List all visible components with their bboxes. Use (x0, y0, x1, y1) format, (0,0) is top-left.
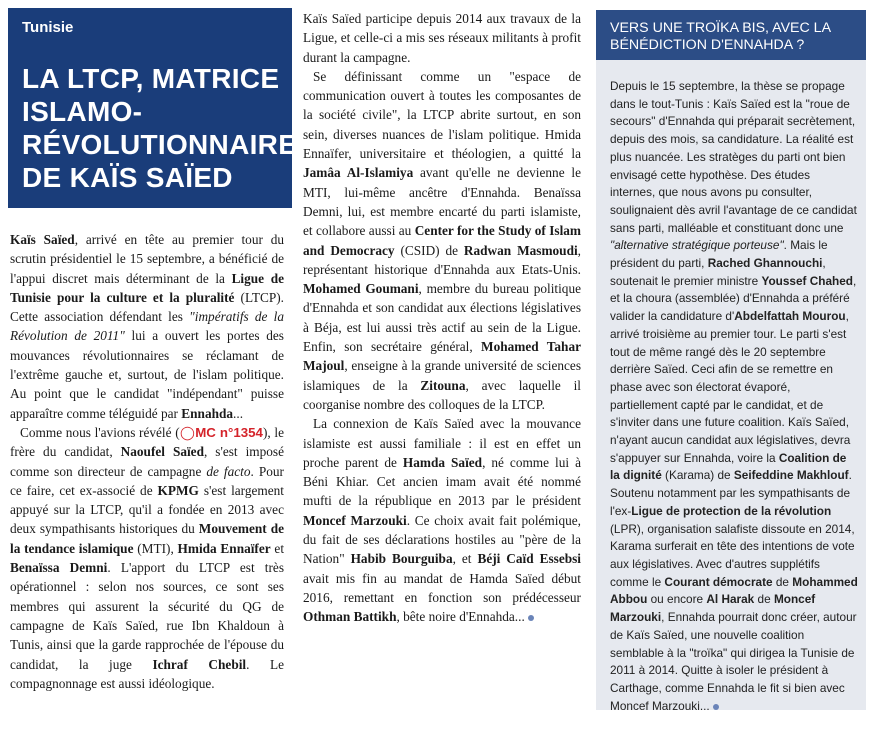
person-name: Seifeddine Makhlouf (733, 468, 849, 483)
person-name: Youssef Chahed (761, 273, 854, 288)
person-name: Moncef Marzouki (303, 512, 407, 528)
text-run: de (772, 574, 793, 589)
italic-term: de facto (206, 463, 251, 479)
person-name: Hmida Ennaïfer (177, 540, 271, 556)
text-run: (LTCP). Cette association défendant les (10, 289, 284, 325)
text-run: Depuis le 15 septembre, la thèse se propage dans le tout-Tunis : Kaïs Saïed est la "roue de secours" d'Ennahda qui préparait secrètement, depuis des mois, sa candidature. La réalité est plus nuancée. Les stratèges du parti ont bien envisagé cette hypothèse. Des études internes, que nous avons pu consulter, soulignaient dès avril l'avantage de ce candidat sans parti, malléable et constituant donc une (610, 79, 857, 235)
text-run: . Soutenu notamment par les sympathisants de l'ex- (610, 468, 852, 518)
org-name: Ennahda (181, 405, 234, 421)
text-run: La connexion de Kaïs Saïed avec la mouvance islamiste est aussi familiale : il est en effet un proche parent de (303, 416, 581, 470)
person-name: Benaïssa Demni (10, 560, 108, 576)
text-run: ... (233, 405, 244, 421)
text-run: , bête noire d'Ennahda... (396, 609, 525, 625)
end-mark-icon (713, 704, 719, 710)
text-run: Se définissant comme un "espace de communication ouvert à toutes les composantes de la société civile", la LTCP abrite surtout, en son sein, diverses nuances de l'islam politique. Hmida Ennaïfer, universitaire et théologien, a quitté la (303, 68, 581, 162)
text-run: , et la choura (assemblée) d'Ennahda a préféré valider la candidature d' (610, 273, 857, 324)
text-run: . Pour ce faire, cet ex-associé de (10, 463, 284, 498)
org-name: Ligue de Tunisie pour la culture et la pluralité (10, 270, 284, 305)
text-run: (CSID) de (394, 242, 464, 258)
person-name: Kaïs Saïed (10, 232, 75, 247)
org-name: Ligue de protection de la révolution (631, 503, 832, 518)
org-name: Zitouna (420, 377, 466, 393)
paragraph (303, 67, 581, 414)
end-mark-icon (528, 615, 534, 621)
paragraph (303, 414, 581, 626)
org-name: Courant démocrate (664, 574, 773, 589)
text-run: . Le compagnonnage est aussi idéologique. (10, 656, 284, 691)
text-run: (MTI), (133, 540, 178, 556)
person-name: Ichraf Chebil (152, 656, 247, 672)
text-run: , arrivé en tête au premier tour du scrutin présidentiel le 15 septembre, a bénéficié de l'appui discret mais déterminant de la (10, 232, 284, 286)
issue-reference-link[interactable] (180, 425, 263, 440)
text-run: avant qu'elle ne devienne le MTI, lui-même ancêtre d'Ennahda. Benaïssa Demni, lui, est membre encarté du parti islamiste, et collabore aussi au (303, 165, 581, 239)
text-run: , né comme lui à Béni Khiar. Cet ancien imam avait été nommé mufti de la république en 2013 par le président (303, 454, 581, 509)
person-name: Mohamed Goumani (303, 281, 419, 297)
text-run: et (270, 540, 285, 556)
person-name: Othman Battikh (303, 609, 397, 625)
issue-reference-text: MC n°1354 (195, 424, 263, 440)
quote-italic: "alternative stratégique porteuse" (610, 238, 784, 253)
person-name: Hamda Saïed (402, 454, 483, 470)
person-name: Abdelfattah Mourou (734, 309, 846, 324)
person-name: Habib Bourguiba (350, 551, 453, 567)
person-name: Mohamed Tahar Majoul (303, 339, 581, 374)
person-name: Béji Caïd Essebsi (477, 551, 581, 567)
sidebar-paragraph (610, 78, 858, 715)
text-run: (LPR), organisation salafiste dissoute en 2014, Karama surferait en tête des intentions de vote aux législatives. Avec d'autres supplétifs comme le (610, 521, 855, 589)
text-run: . Ce choix avait fait polémique, du fait de ses déclarations hostiles au "père de la Nation" (303, 512, 581, 567)
org-name: KPMG (157, 482, 199, 498)
sidebar-header (596, 10, 866, 60)
text-run: . Mais le président du parti, (610, 238, 828, 271)
text-run: , s'est imposé comme son directeur de campagne (10, 444, 284, 479)
text-run: de (754, 592, 774, 607)
headline-block (8, 8, 298, 208)
article-headline: LA LTCP, MATRICE ISLAMO-RÉVOLUTIONNAIRE DE KAÏS SAÏED (22, 63, 298, 193)
text-run: , soutenait le premier ministre (610, 256, 826, 288)
paragraph: Kaïs Saïed participe depuis 2014 aux travaux de la Ligue, et celle-ci a mis ses réseaux militants à profit durant la campagne. (303, 11, 581, 65)
person-name: Mohammed Abbou (610, 574, 858, 607)
org-name: Mouvement de la tendance islamique (10, 521, 284, 556)
sidebar-body (610, 78, 858, 715)
sidebar-box (596, 10, 866, 713)
text-run: avait mis fin au mandat de Hamda Saïed début 2016, remettant en fonction son prédécesseur (303, 570, 581, 605)
text-run: ou encore (647, 592, 707, 607)
text-run: lui a ouvert les portes des mouvances révolutionnaires se réclamant de l'extrême gauche et, surtout, de l'islam politique. Au point que le candidat "indépendant" puisse apparaître comme téléguidé par (10, 328, 284, 421)
org-name: Coalition de la dignité (610, 450, 847, 483)
org-name: Jamâa Al-Islamiya (303, 165, 414, 181)
mc-logo-icon: ◯ (179, 424, 196, 440)
text-run: , avec laquelle il coorganise nombre des colloques de la LTCP. (303, 377, 581, 412)
text-run: , arrivé troisième au premier tour. Le parti s'est tout de même rangé dès le 20 septembre derrière Saïed. Ceci afin de se remettre en phase avec son électorat évaporé, partiellement capté par le candidat, et de s'inviter dans une future coalition. Kaïs Saïed, n'ayant aucun candidat aux législatives, devra s'appuyer sur Ennahda, voire la (610, 309, 851, 465)
paragraph (10, 230, 284, 423)
person-name: Moncef Marzouki (610, 592, 816, 625)
paragraph (10, 423, 284, 693)
text-run: . L'apport du LTCP est très opérationnel : selon nos sources, ce sont ses membres qui assurent la sécurité du QG de campagne de Kaïs Saïed, rue Ibn Khaldoun à Tunis, ainsi que la garde rapprochée de l'épouse du candidat, la juge (10, 560, 284, 672)
text-run: , Ennahda pourrait donc créer, autour de Kaïs Saïed, une nouvelle coalition semblable à la "troïka" qui dirigea la Tunisie de 2011 à 2014. Quitte à isoler le président à Carthage, comme Ennahda le fit si bien avec Moncef Marzouki... (610, 610, 857, 713)
person-name: Radwan Masmoudi (463, 242, 578, 258)
section-tag: Tunisie (22, 19, 74, 36)
org-name: Center for the Study of Islam and Democracy (303, 223, 581, 258)
text-run: ), le frère du candidat, (10, 424, 284, 460)
text-run: (Karama) de (661, 468, 734, 483)
sidebar-title: VERS UNE TROÏKA BIS, AVEC LA BÉNÉDICTION D'ENNAHDA ? (610, 20, 831, 53)
text-run: , membre du bureau politique d'Ennahda et son candidat aux élections législatives à Béja, est lui aussi très actif au sein de la Ligue. Enfin, son secrétaire général, (303, 281, 582, 355)
quote-italic: "impératifs de la Révolution de 2011" (10, 309, 284, 344)
org-name: Al Harak (706, 592, 755, 607)
text-run: , enseigne à la grande université de sciences islamiques de la (303, 358, 581, 393)
article-column-1 (10, 230, 284, 693)
text-run: , et (452, 551, 478, 567)
article-column-2 (303, 9, 581, 627)
text-run: s'est largement appuyé sur la LTCP, qu'il a fondée en 2013 avec deux sympathisants historiques du (10, 482, 284, 537)
person-name: Rached Ghannouchi (707, 256, 823, 271)
text-run: Comme nous l'avions révélé ( (20, 424, 180, 440)
person-name: Naoufel Saïed (120, 444, 204, 460)
text-run: , représentant historique d'Ennahda aux Etats-Unis. (303, 242, 581, 277)
